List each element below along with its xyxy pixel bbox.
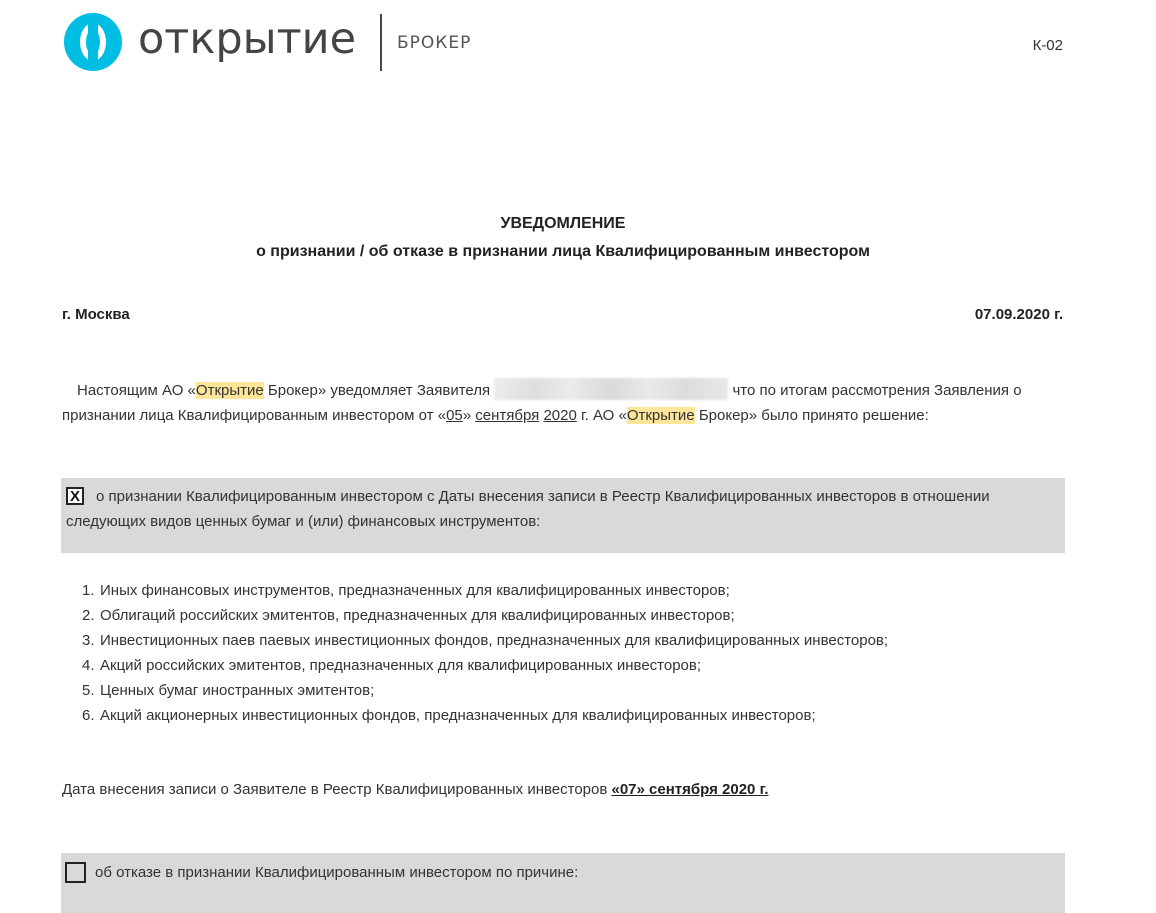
accept-checkbox: X <box>66 487 84 505</box>
logo-subtitle: БРОКЕР <box>397 33 472 53</box>
registry-date-line <box>62 781 768 798</box>
list-item-number: 2. <box>82 607 95 624</box>
registry-date: «07» сентября 2020 г. <box>611 781 769 798</box>
list-item-number: 4. <box>82 657 95 674</box>
instruments-list <box>62 578 888 728</box>
list-item <box>62 703 888 728</box>
reject-text: об отказе в признании Квалифицированным инвестором по причине: <box>95 864 579 881</box>
document-date: 07.09.2020 г. <box>974 306 1063 323</box>
application-day: 05 <box>446 407 463 424</box>
list-item-number: 5. <box>82 682 95 699</box>
company-highlight: Открытие <box>195 382 264 399</box>
list-item-number: 6. <box>82 707 95 724</box>
application-month: сентября <box>475 407 540 424</box>
list-item-text: Акций акционерных инвестиционных фондов, предназначенных для квалифицированных инвесторов; <box>100 707 816 724</box>
list-item <box>62 653 888 678</box>
notification-paragraph <box>62 378 1062 428</box>
para-text: что по итогам рассмотрения Заявления о признании лица Квалифицированным инвестором от « <box>62 382 1022 424</box>
para-text: г. АО « <box>576 407 627 424</box>
list-item-text: Облигаций российских эмитентов, предназначенных для квалифицированных инвесторов; <box>100 607 735 624</box>
list-item <box>62 578 888 603</box>
list-item <box>62 628 888 653</box>
registry-label: Дата внесения записи о Заявителе в Реестр Квалифицированных инвесторов <box>62 781 612 798</box>
document-code: К-02 <box>1032 37 1063 54</box>
reject-checkbox <box>65 862 86 883</box>
redacted-applicant-name <box>494 378 728 400</box>
logo-divider <box>380 14 382 71</box>
application-year: 2020 <box>543 407 577 424</box>
document-subtitle: о признании / об отказе в признании лица Квалифицированным инвестором <box>256 243 870 260</box>
para-text: Брокер» было принято решение: <box>694 407 929 424</box>
option-accept <box>61 478 1065 553</box>
list-item-text: Инвестиционных паев паевых инвестиционных фондов, предназначенных для квалифицированных инвесторов; <box>100 632 889 649</box>
accept-text: о признании Квалифицированным инвестором с Даты внесения записи в Реестр Квалифицированных инвесторов в отношении следующих видов ценных бумаг и (или) финансовых инструментов: <box>66 488 990 530</box>
city: г. Москва <box>62 306 130 323</box>
document-title: УВЕДОМЛЕНИЕ <box>500 215 626 232</box>
logo-mark-icon <box>64 13 122 71</box>
para-text: » <box>462 407 476 424</box>
option-reject <box>61 853 1065 913</box>
list-item <box>62 678 888 703</box>
list-item-text: Ценных бумаг иностранных эмитентов; <box>100 682 375 699</box>
para-text: Настоящим АО « <box>77 382 196 399</box>
list-item <box>62 603 888 628</box>
list-item-number: 1. <box>82 582 95 599</box>
para-text: Брокер» уведомляет Заявителя <box>263 382 495 399</box>
list-item-number: 3. <box>82 632 95 649</box>
list-item-text: Иных финансовых инструментов, предназначенных для квалифицированных инвесторов; <box>100 582 730 599</box>
logo-wordmark: открытие <box>138 14 357 64</box>
company-highlight: Открытие <box>626 407 695 424</box>
list-item-text: Акций российских эмитентов, предназначенных для квалифицированных инвесторов; <box>100 657 702 674</box>
